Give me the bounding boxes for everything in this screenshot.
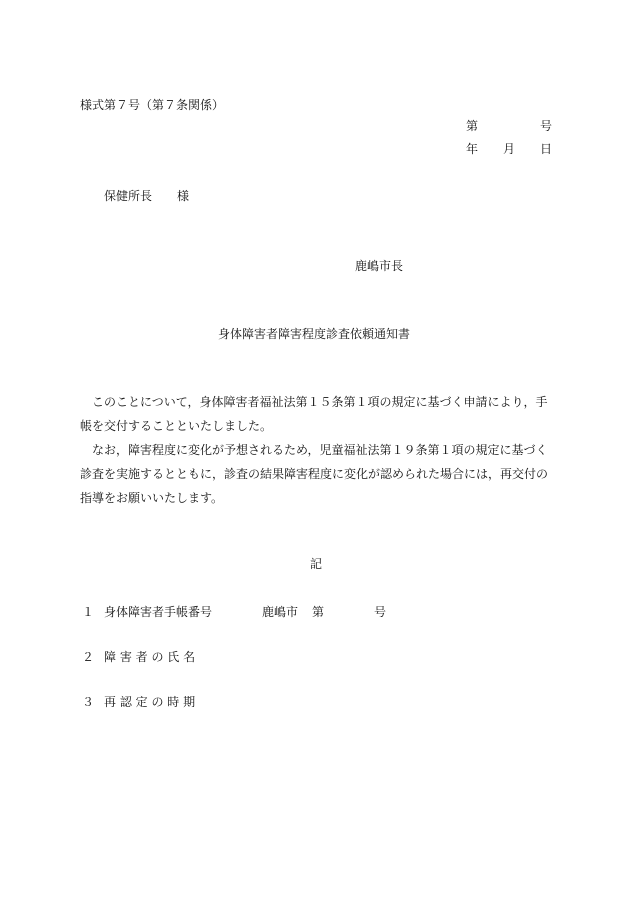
form-label: 様式第７号（第７条関係）: [80, 98, 225, 112]
issue-date: [466, 141, 553, 157]
item-2-label: 障 害 者 の 氏 名: [104, 650, 196, 664]
doc-number-prefix: 第: [466, 119, 479, 133]
ki-heading: 記: [310, 557, 323, 571]
addressee-honorific: 様: [177, 189, 190, 203]
item-1-number: １: [82, 605, 95, 619]
item-1-label: 身体障害者手帳番号: [104, 605, 213, 619]
date-month: 月: [503, 142, 516, 156]
date-day: 日: [540, 142, 553, 156]
item-1-prefix: 第: [312, 605, 325, 619]
addressee: [104, 188, 190, 204]
document-title: 身体障害者障害程度診査依頼通知書: [218, 327, 411, 341]
item-3-label: 再 認 定 の 時 期: [104, 695, 196, 709]
item-1-city: 鹿嶋市: [262, 605, 299, 619]
item-3-number: ３: [82, 695, 95, 709]
body-text: [80, 390, 552, 510]
list-item-1: [82, 604, 387, 620]
body-paragraph-1: このことについて，身体障害者福祉法第１５条第１項の規定に基づく申請により，手帳を交付することといたしました。: [80, 395, 548, 433]
date-year: 年: [466, 142, 479, 156]
item-2-number: ２: [82, 650, 95, 664]
item-1-suffix: 号: [374, 605, 387, 619]
doc-number: [466, 118, 553, 134]
list-item-3: [82, 694, 196, 710]
body-paragraph-2: なお，障害程度に変化が予想されるため，児童福祉法第１９条第１項の規定に基づく診査を実施するとともに，診査の結果障害程度に変化が認められた場合には，再交付の指導をお願いいたします。: [80, 443, 549, 505]
list-item-2: [82, 649, 196, 665]
sender: 鹿嶋市長: [355, 259, 404, 273]
doc-number-suffix: 号: [540, 119, 553, 133]
addressee-name: 保健所長: [104, 189, 153, 203]
